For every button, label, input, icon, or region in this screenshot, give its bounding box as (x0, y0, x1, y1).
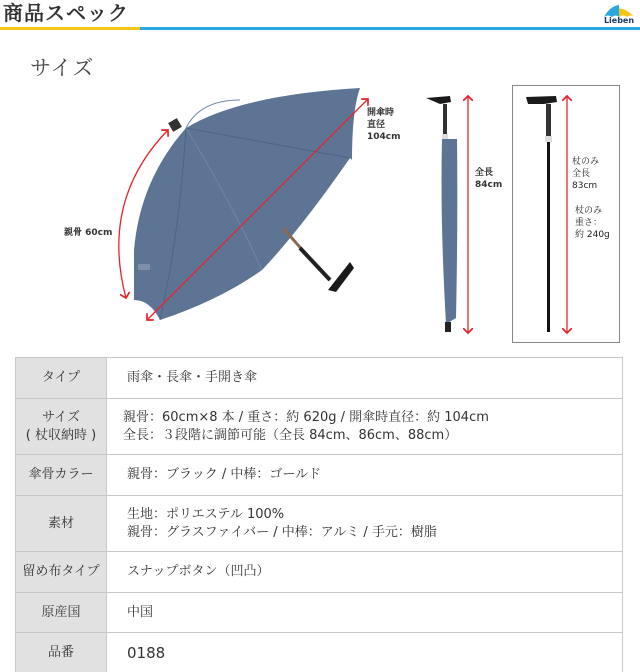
header-underline-blue (140, 27, 640, 30)
row-key: 素材 (16, 496, 107, 552)
row-key: 留め布タイプ (16, 552, 107, 593)
row-value (107, 496, 623, 552)
lieben-logo (600, 3, 638, 27)
diameter-label-line1: 開傘時 (367, 108, 395, 118)
diameter-label-line3: 104cm (367, 132, 401, 142)
row-value (107, 399, 623, 455)
row-value: 親骨：ブラック / 中棒：ゴールド (107, 455, 623, 496)
row-key: 原産国 (16, 593, 107, 633)
cane-length-line3: 83cm (572, 181, 598, 191)
row-key: 品番 (16, 633, 107, 672)
cane-length-line1: 杖のみ (572, 157, 600, 167)
closed-length-line1: 全長 (475, 168, 494, 178)
table-row-type (16, 358, 623, 399)
rib-length-label: 親骨 60cm (64, 228, 113, 238)
table-row-strap-type (16, 552, 623, 593)
closed-umbrella-image (426, 96, 457, 332)
diameter-label-line2: 直径 (367, 120, 386, 130)
row-key-line1: サイズ (42, 409, 80, 425)
row-value: スナップボタン（凹凸） (107, 552, 623, 593)
row-key (16, 399, 107, 455)
table-row-size (16, 399, 623, 455)
header-underline-yellow (0, 27, 140, 30)
closed-length-label (475, 167, 502, 191)
cane-weight-line2: 重さ： (575, 218, 603, 228)
cane-length-line2: 全長 (572, 169, 591, 179)
section-title-size: サイズ (30, 56, 95, 80)
closed-length-line2: 84cm (475, 180, 503, 190)
row-value: 中国 (107, 593, 623, 633)
cane-weight-line1: 杖のみ (575, 206, 603, 216)
page-header (0, 0, 640, 34)
row-key-line2: ( 杖収納時 ) (25, 427, 97, 443)
cane-weight-label (575, 205, 610, 241)
page-title: 商品スペック (3, 1, 129, 25)
table-row-origin (16, 593, 623, 633)
diameter-label (367, 107, 401, 143)
row-value: 0188 (107, 633, 623, 672)
row-value: 雨傘・長傘・手開き傘 (107, 358, 623, 399)
logo-text: Lieben (603, 16, 635, 25)
table-row-material (16, 496, 623, 552)
row-key: タイプ (16, 358, 107, 399)
open-umbrella-image (134, 88, 360, 320)
row-value-line1: 生地：ポリエステル 100% (127, 506, 285, 522)
cane-length-label (572, 156, 599, 192)
row-value-line2: 親骨：グラスファイバー / 中棒：アルミ / 手元：樹脂 (127, 524, 437, 540)
table-row-frame-color (16, 455, 623, 496)
row-value-line1: 親骨：60cm×8 本 / 重さ：約 620g / 開傘時直径：約 104cm (123, 409, 489, 425)
row-key: 傘骨カラー (16, 455, 107, 496)
table-row-product-number (16, 633, 623, 672)
spec-table (15, 357, 623, 672)
cane-weight-line3: 約 240g (575, 230, 610, 240)
row-value-line2: 全長：３段階に調節可能（全長 84cm、86cm、88cm） (123, 427, 458, 443)
